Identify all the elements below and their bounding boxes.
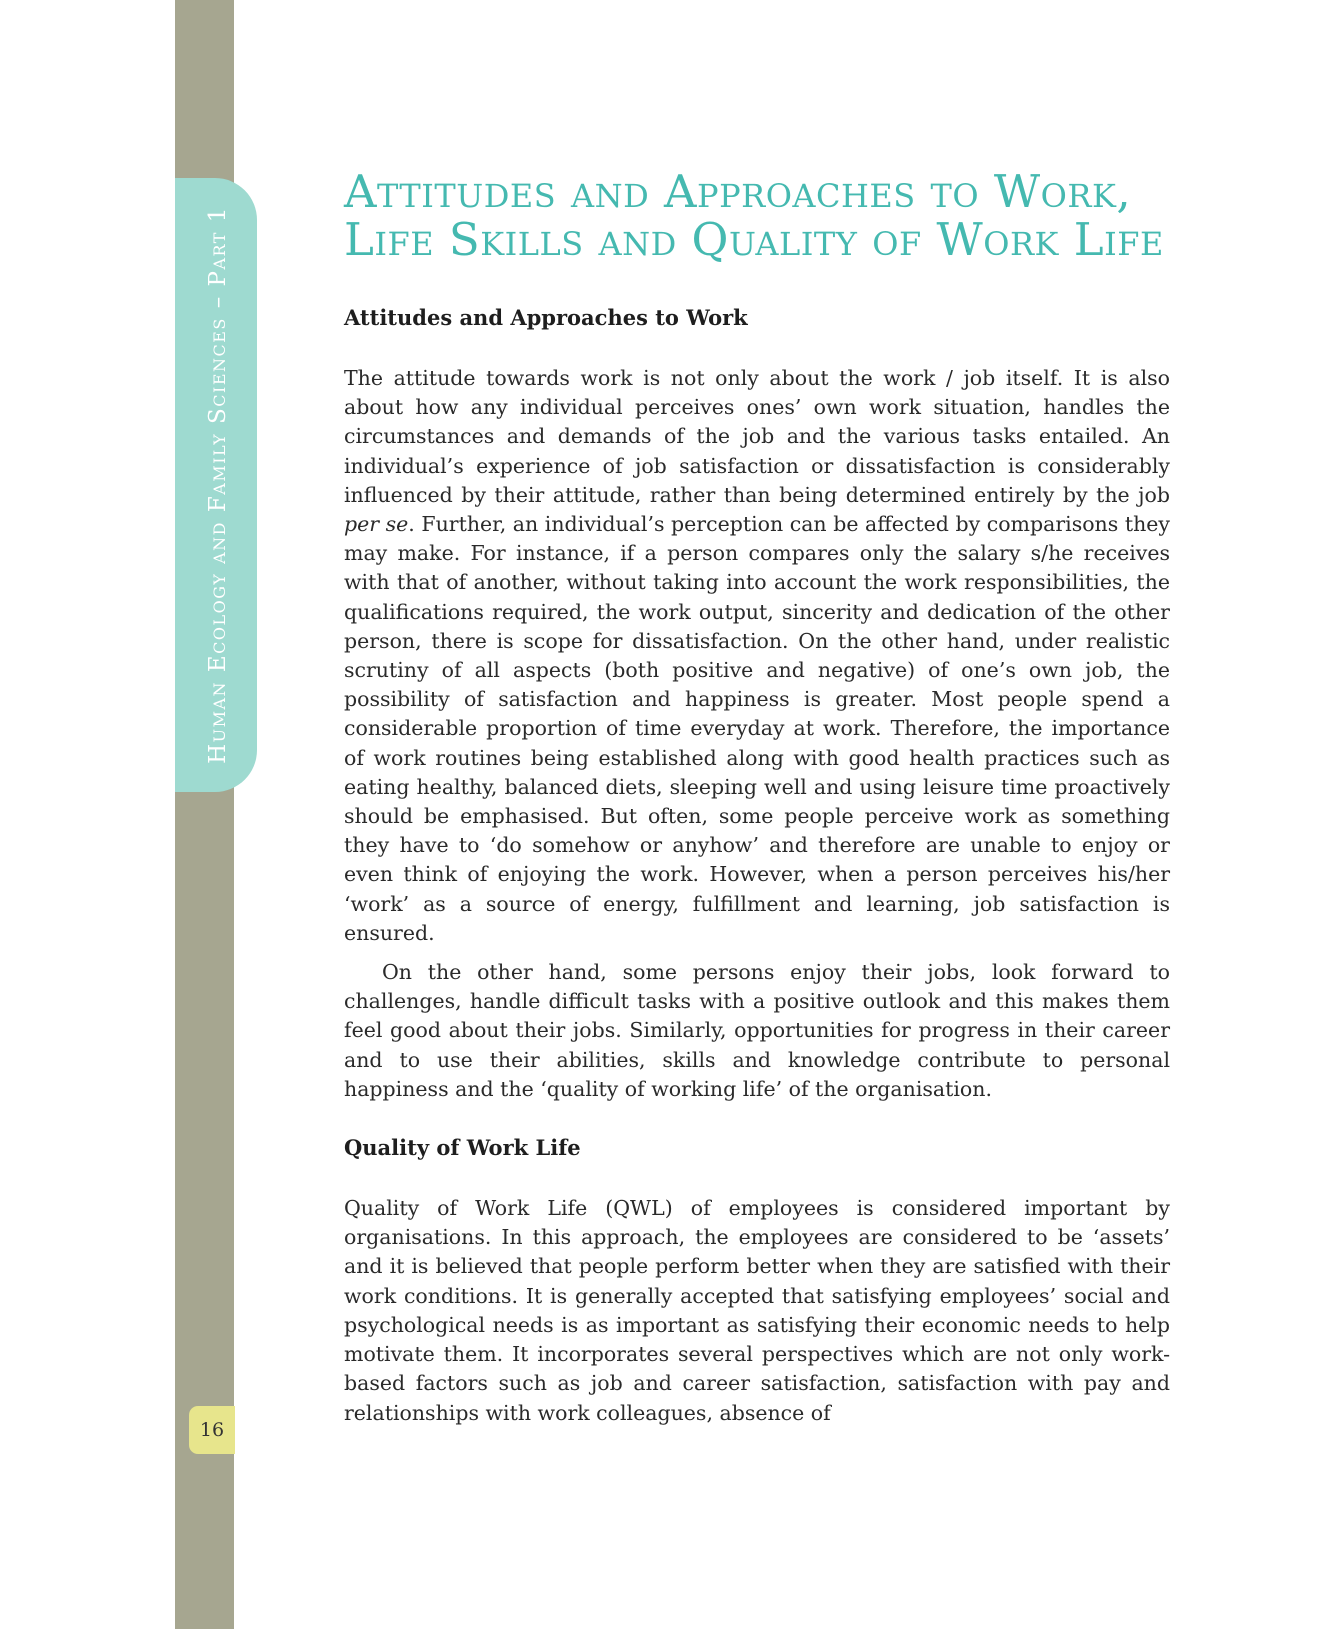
paragraph-qwl-1: Quality of Work Life (QWL) of employees is considered important by organisations. In this approach, the employees are considered to be ‘assets’ and it is believed that people perform better when they are satisfied with their work conditions. It is generally accepted that satisfying employees’ social and psychological needs is as important as satisfying their economic needs to help motivate them. It incorporates several perspectives which are not only work-based factors such as job and career satisfaction, satisfaction with pay and relationships with work colleagues, absence of: [344, 1196, 1170, 1425]
chapter-title-line-1: Attitudes and Approaches to Work,: [344, 165, 1132, 218]
running-head: Human Ecology and Family Sciences – Part 1: [205, 206, 231, 764]
paragraph-attitude-2: On the other hand, some persons enjoy their jobs, look forward to challenges, handle difficult tasks with a positive outlook and this makes them feel good about their jobs. Similarly, opportunities for progress in their career and to use their abilities, skills and knowledge contribute to personal happiness and the ‘quality of working life’ of the organisation.: [344, 960, 1170, 1101]
page-number: 16: [189, 1406, 235, 1454]
page-content: [344, 165, 1170, 1428]
paragraph-text: The attitude towards work is not only about the work / job itself. It is also about how any individual perceives ones’ own work situation, handles the circumstances and demands of the job and the various tasks entailed. An individual’s experience of job satisfaction or dissatisfaction is considerably influenced by their attitude, rather than being determined entirely by the job: [344, 366, 1170, 507]
italic-term: per se: [344, 512, 409, 537]
paragraph-text: . Further, an individual’s perception can be affected by comparisons they may make. For instance, if a person compares only the salary s/he receives with that of another, without taking into account the work responsibilities, the qualifications required, the work output, sincerity and dedication of the other person, there is scope for dissatisfaction. On the other hand, under realistic scrutiny of all aspects (both positive and negative) of one’s own job, the possibility of satisfaction and happiness is greater. Most people spend a considerable proportion of time everyday at work. Therefore, the importance of work routines being established along with good health practices such as eating healthy, balanced diets, sleeping well and using leisure time proactively should be emphasised. But often, some people perceive work as something they have to ‘do somehow or anyhow’ and therefore are unable to enjoy or even think of enjoying the work. However, when a person perceives his/her ‘work’ as a source of energy, fulfillment and learning, job satisfaction is ensured.: [344, 512, 1170, 945]
chapter-title-line-2: Life Skills and Quality of Work Life: [344, 213, 1164, 266]
paragraph-attitude-1: [344, 364, 1170, 948]
section-heading-attitudes: Attitudes and Approaches to Work: [344, 305, 748, 330]
section-heading-qwl: Quality of Work Life: [344, 1135, 581, 1161]
chapter-title: [344, 165, 1170, 266]
